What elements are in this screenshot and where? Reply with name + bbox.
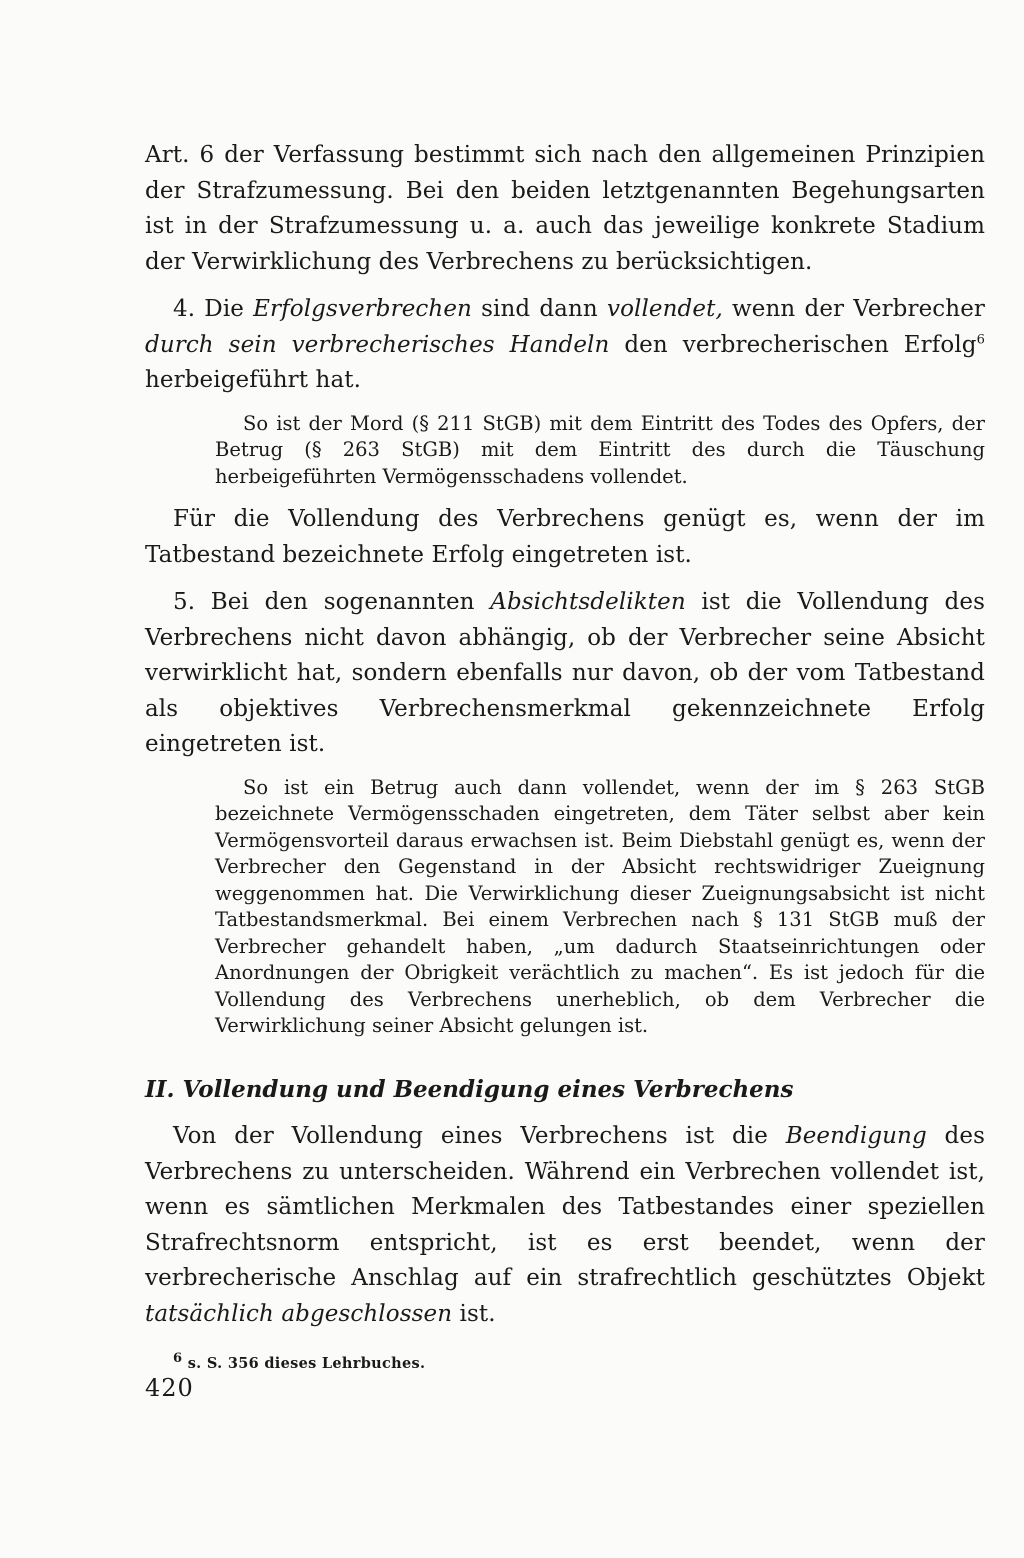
footnote-marker: 6	[173, 1351, 183, 1367]
paragraph-text: ist die Vollendung des Verbrechens nicht davon abhängig, ob der Verbrecher seine Absicht verwirklicht hat, sondern ebenfalls nur davon, ob der vom Tatbestand als objektives Verbrechensmerkmal gekennzeichnete Erfolg eingetreten ist.	[145, 589, 985, 757]
paragraph-text: des Verbrechens zu unterscheiden. Während ein Verbrechen vollendet ist, wenn es sämtlichen Merkmalen des Tatbestandes einer speziellen Strafrechtsnorm entspricht, ist es erst beendet, wenn der verbrecherische Anschlag auf ein strafrechtlich geschütztes Objekt	[145, 1123, 985, 1291]
paragraph-erfolgsverbrechen	[145, 292, 985, 399]
emphasis-text: durch sein verbrecherisches Handeln	[145, 331, 610, 358]
spacer	[145, 1344, 985, 1354]
example-mord-betrug: So ist der Mord (§ 211 StGB) mit dem Eintritt des Todes des Opfers, der Betrug (§ 263 StGB) mit dem Eintritt des durch die Täuschung herbeigeführten Vermögensschadens vollendet.	[215, 411, 985, 488]
paragraph-vollendung: Für die Vollendung des Verbrechens genügt es, wenn der im Tatbestand bezeichnete Erfolg eingetreten ist.	[145, 506, 985, 568]
page-number: 420	[145, 1374, 194, 1402]
footnote-text: s. S. 356 dieses Lehrbuches.	[182, 1355, 426, 1372]
emphasis-text: Beendigung	[785, 1123, 927, 1149]
paragraph-text: ist.	[452, 1300, 496, 1327]
paragraph-text: 5. Bei den sogenannten	[173, 589, 491, 615]
emphasis-text: tatsächlich abgeschlossen	[145, 1300, 453, 1327]
paragraph-text: sind dann	[471, 296, 607, 322]
emphasis-text: vollendet,	[606, 296, 723, 322]
spacer	[145, 1052, 985, 1072]
paragraph-text: wenn der Verbrecher	[722, 296, 986, 322]
paragraph-text: 4. Die	[173, 296, 254, 322]
emphasis-text: Absichtsdelikten	[490, 589, 686, 615]
paragraph-art6: Art. 6 der Verfassung bestimmt sich nach den allgemeinen Prinzipien der Strafzumessung. Bei den beiden letztgenannten Begehungsarten ist in der Strafzumessung u. a. auch das jeweilige konkrete Stadium der Verwirklichung des Verbrechens zu berücksichtigen.	[145, 142, 985, 275]
paragraph-absichtsdelikte	[145, 585, 985, 763]
paragraph-text: Von der Vollendung eines Verbrechens ist die	[173, 1123, 786, 1149]
footnote-reference: 6	[976, 331, 985, 347]
section-heading: II. Vollendung und Beendigung eines Verbrechens	[145, 1075, 794, 1103]
paragraph-text: herbeigeführt hat.	[145, 367, 362, 393]
example-betrug-diebstahl: So ist ein Betrug auch dann vollendet, wenn der im § 263 StGB bezeichnete Vermögensschaden eingetreten, dem Täter selbst aber kein Vermögensvorteil daraus erwachsen ist. Beim Diebstahl genügt es, wenn der Verbrecher den Gegenstand in der Absicht rechtswidriger Zueignung weggenommen hat. Die Verwirklichung dieser Zueignungsabsicht ist nicht Tatbestandsmerkmal. Bei einem Verbrechen nach § 131 StGB muß der Verbrecher gehandelt haben, „um dadurch Staatseinrichtungen oder Anordnungen der Obrigkeit verächtlich zu machen“. Es ist jedoch für die Vollendung des Verbrechens unerheblich, ob dem Verbrecher die Verwirklichung seiner Absicht gelungen ist.	[215, 775, 985, 1037]
emphasis-text: Erfolgsverbrechen	[253, 296, 472, 322]
paragraph-text: den verbrecherischen Erfolg	[609, 331, 977, 358]
paragraph-beendigung	[145, 1119, 985, 1332]
footnote	[145, 1351, 985, 1374]
page-content	[145, 138, 985, 1374]
